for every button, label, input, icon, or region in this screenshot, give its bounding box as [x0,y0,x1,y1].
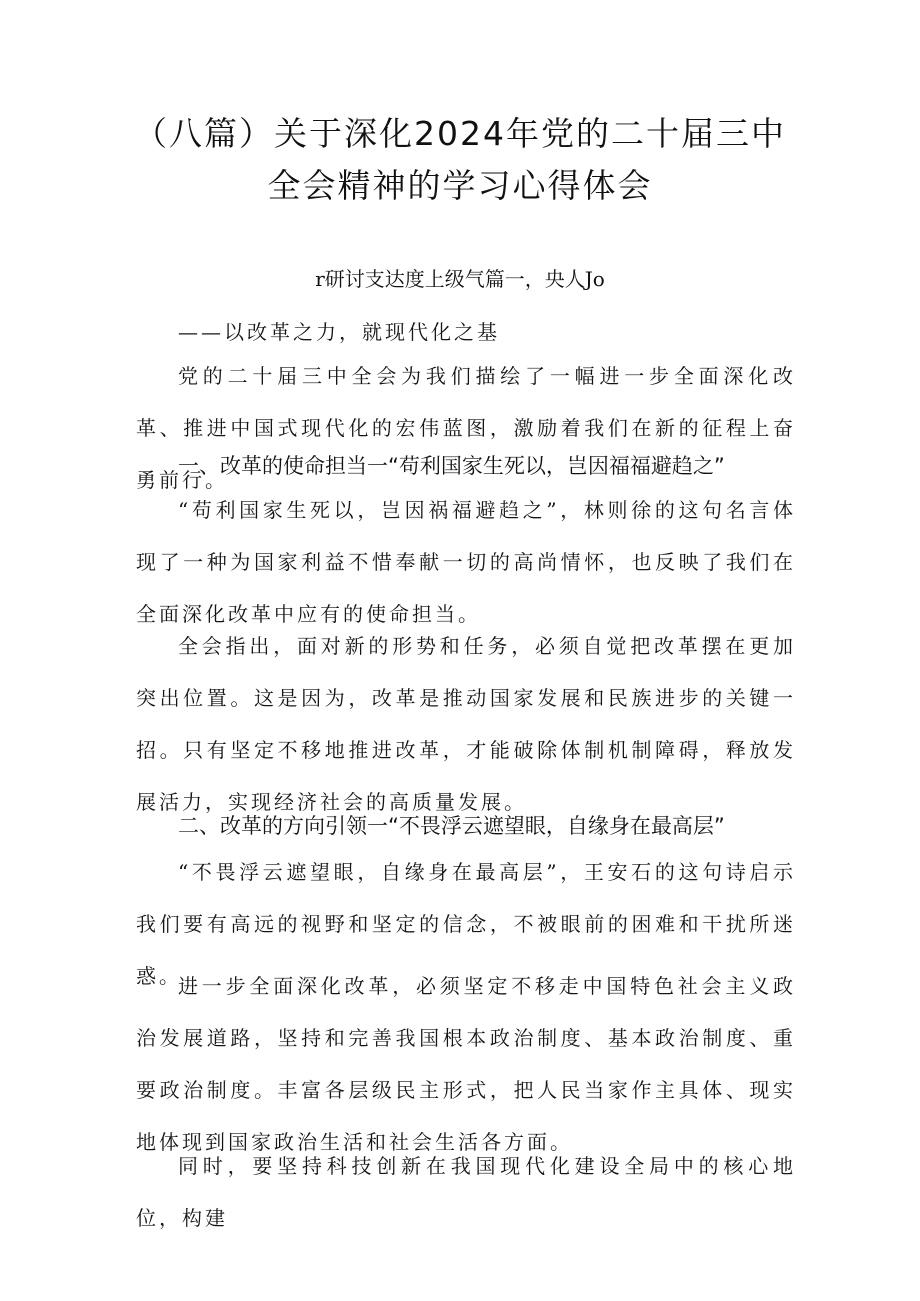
document-subtitle: r研讨支达度上级气篇一，央人Jo [315,267,605,291]
section-1-paragraph-2: 全会指出，面对新的形势和任务，必须自觉把改革摆在更加突出位置。这是因为，改革是推动国家发展和民族进步的关键一招。只有坚定不移地推进改革，才能破除体制机制障碍，释放发展活力，实现经济社会的高质量发展。 [136,634,796,814]
section-1-heading: 一、改革的使命担当一“苟利国家生死以，岂因福福避趋之” [178,454,725,478]
document-title-line-2: 全会精神的学习心得体会 [267,166,653,205]
document-title-line-1: （八篇）关于深化2024年党的二十届三中 [134,114,786,153]
epigraph: ——以改革之力，就现代化之基 [178,320,500,344]
section-1-paragraph-1: “苟利国家生死以，岂因祸福避趋之”，林则徐的这句名言体现了一种为国家利益不惜奉献一切的高尚情怀，也反映了我们在全面深化改革中应有的使命担当。 [136,498,796,626]
section-2-paragraph-1: “不畏浮云遮望眼，自缘身在最高层”，王安石的这句诗启示我们要有高远的视野和坚定的信念，不被眼前的困难和干扰所迷惑。 [136,860,796,988]
section-2-paragraph-3: 同时，要坚持科技创新在我国现代化建设全局中的核心地位，构建 [136,1154,796,1230]
intro-paragraph: 党的二十届三中全会为我们描绘了一幅进一步全面深化改革、推进中国式现代化的宏伟蓝图，激励着我们在新的征程上奋勇前行。 [136,364,796,492]
section-2-heading: 二、改革的方向引领一“不畏浮云遮望眼，自缘身在最高层” [178,814,725,838]
section-2-paragraph-2: 进一步全面深化改革，必须坚定不移走中国特色社会主义政治发展道路，坚持和完善我国根本政治制度、基本政治制度、重要政治制度。丰富各层级民主形式，把人民当家作主具体、现实地体现到国家政治生活和社会生活各方面。 [136,974,796,1154]
